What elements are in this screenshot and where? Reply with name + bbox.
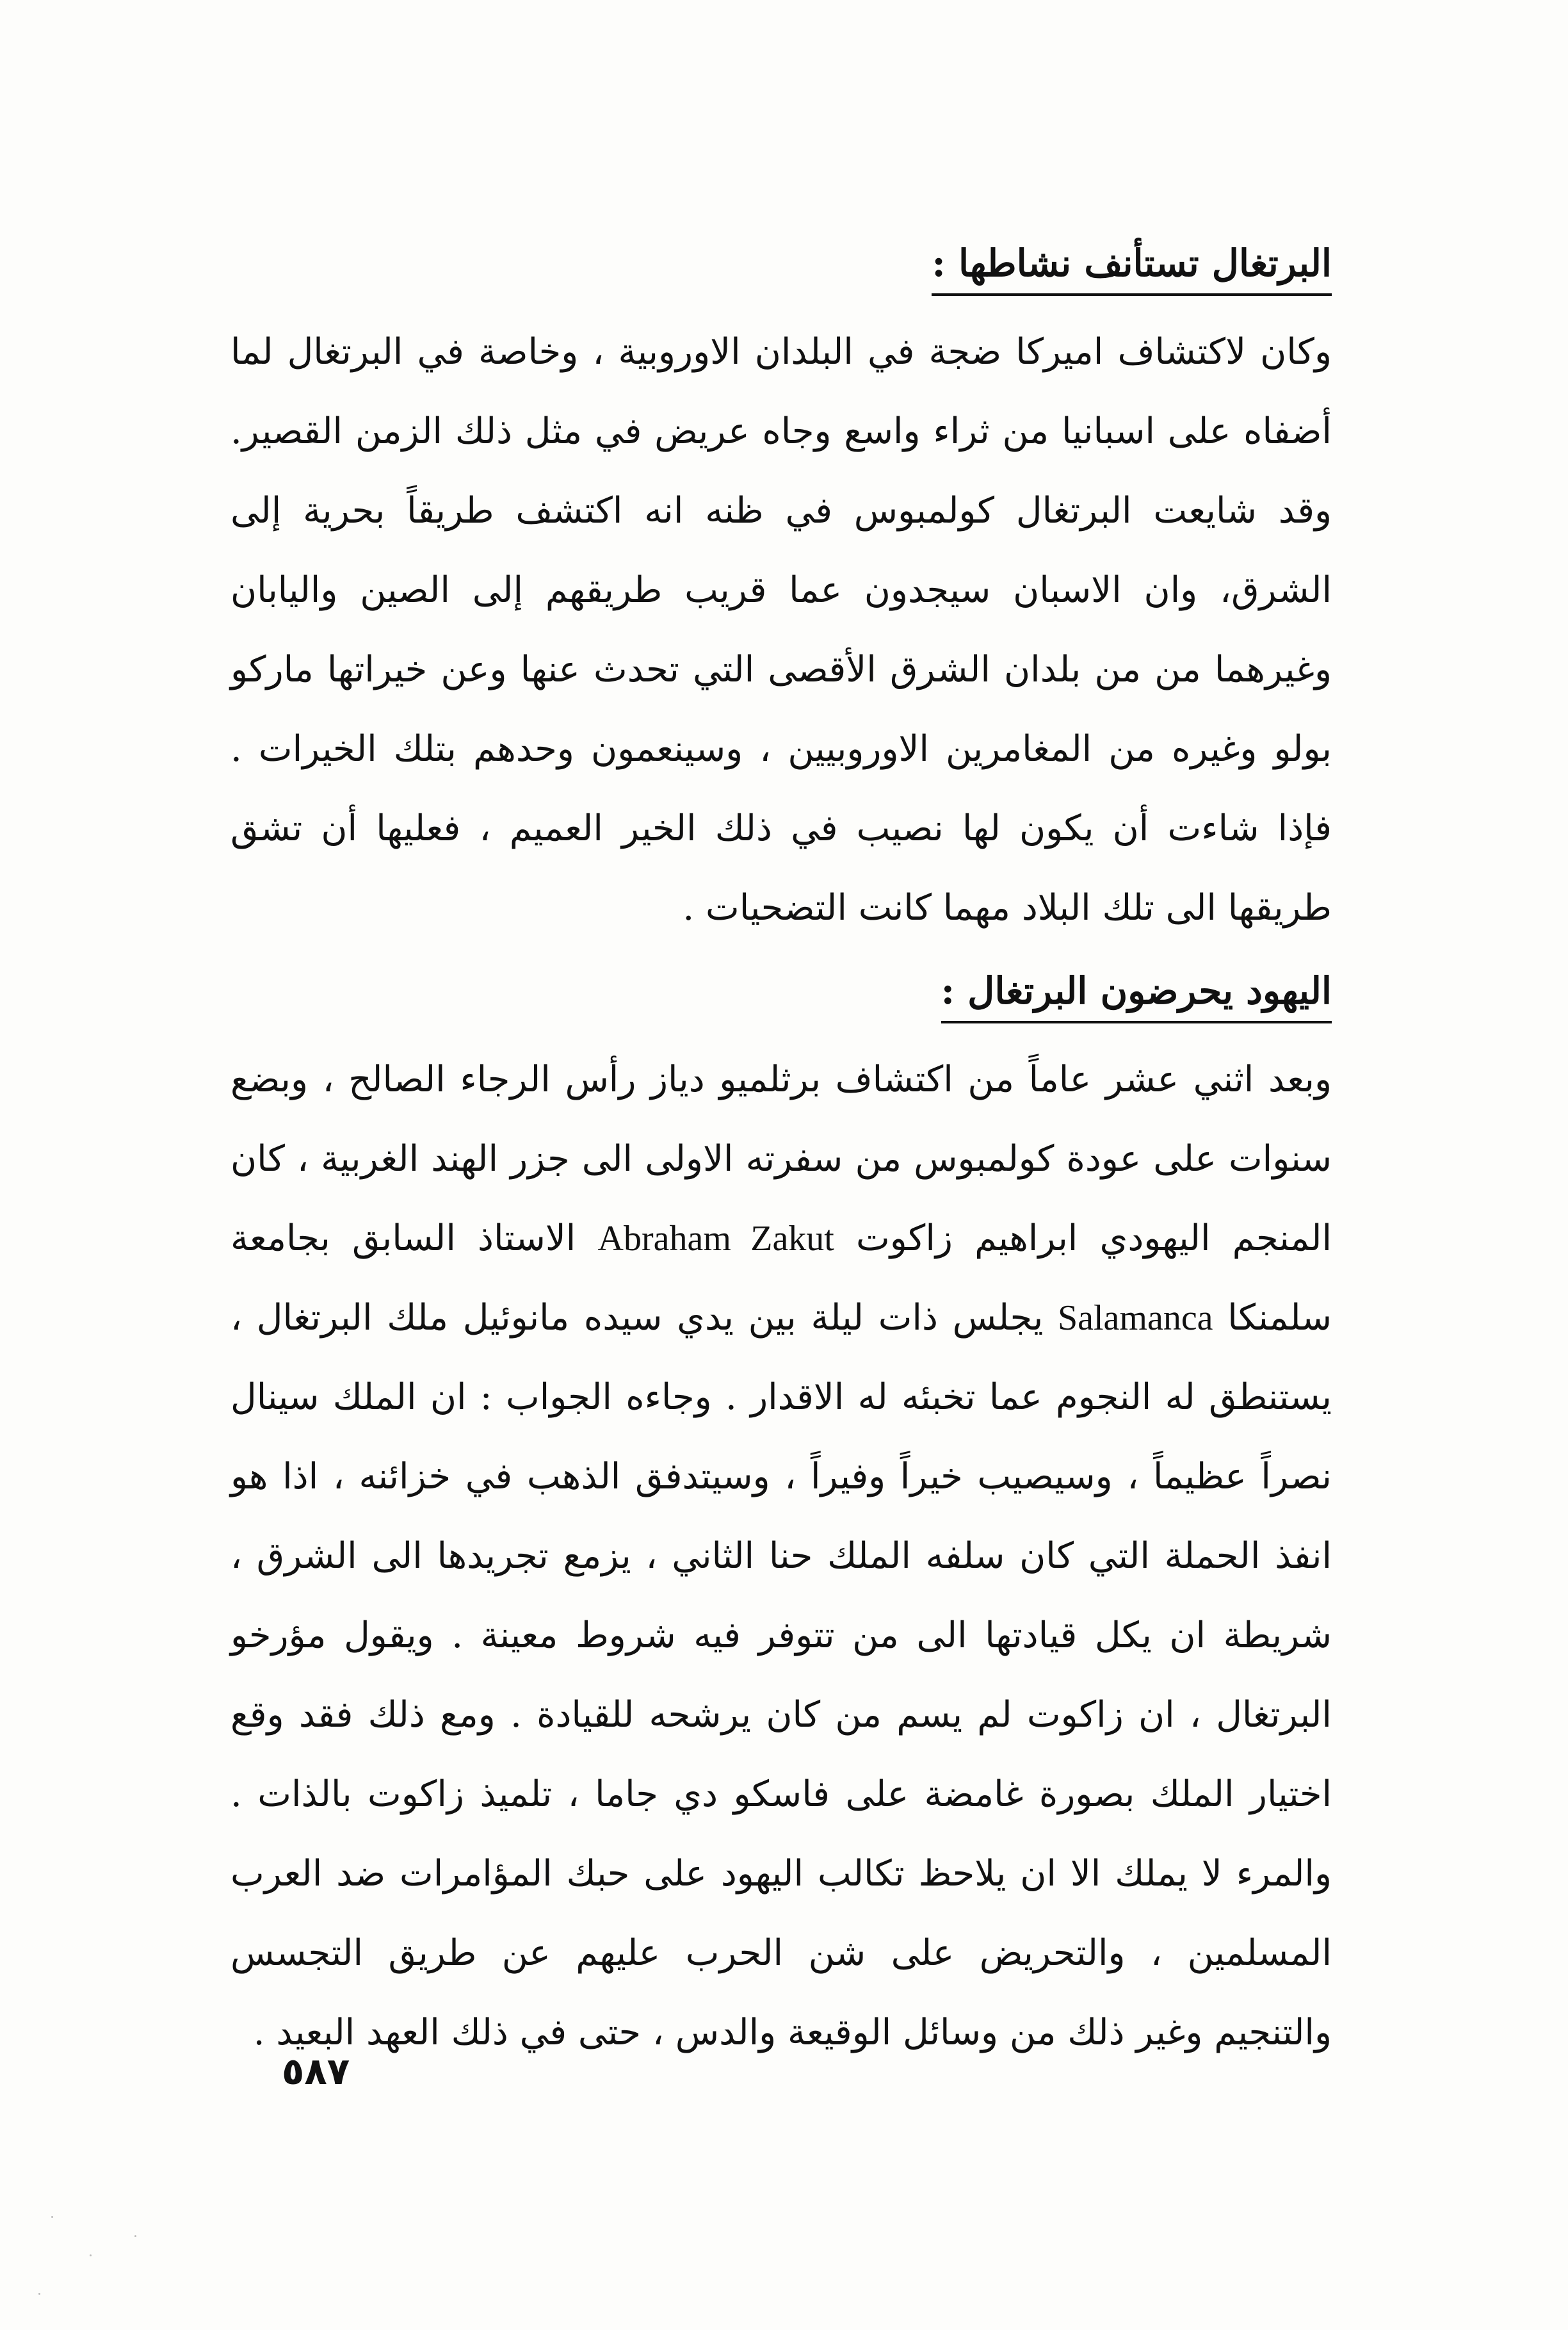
- paragraph-jews-part3: يجلس ذات ليلة بين يدي سيده مانوئيل ملك البرتغال ، يستنطق له النجوم عما تخبئه له الاقدار . وجاءه الجواب : ان الملك سينال نصراً عظيماً ، وسيصيب خيراً وفيراً ، وسيتدفق الذهب في خزائنه ، اذا هو انفذ الحملة التي كان سلفه الملك حنا الثاني ، يزمع تجريدها الى الشرق ، شريطة ان يكل قيادتها الى من تتوفر فيه شروط معينة . ويقول مؤرخو البرتغال ، ان زاكوت لم يسم من كان يرشحه للقيادة . ومع ذلك فقد وقع اختيار الملك بصورة غامضة على فاسكو دي جاما ، تلميذ زاكوت بالذات . والمرء لا يملك الا ان يلاحظ تكالب اليهود على حبك المؤامرات ضد العرب المسلمين ، والتحريض على شن الحرب عليهم عن طريق التجسس والتنجيم وغير ذلك من وسائل الوقيعة والدس ، حتى في ذلك العهد البعيد .: [230, 1296, 1332, 2053]
- paragraph-portugal: وكان لاكتشاف اميركا ضجة في البلدان الاوروبية ، وخاصة في البرتغال لما أضفاه على اسبانيا من ثراء واسع وجاه عريض في مثل ذلك الزمن القصير. وقد شايعت البرتغال كولمبوس في ظنه انه اكتشف طريقاً بحرية إلى الشرق، وان الاسبان سيجدون عما قريب طريقهم إلى الصين واليابان وغيرهما من من بلدان الشرق الأقصى التي تحدث عنها وعن خيراتها ماركو بولو وغيره من المغامرين الاوروبيين ، وسينعمون وحدهم بتلك الخيرات . فإذا شاءت أن يكون لها نصيب في ذلك الخير العميم ، فعليها أن تشق طريقها الى تلك البلاد مهما كانت التضحيات .: [230, 330, 1332, 929]
- paper-speck: [134, 2235, 136, 2237]
- paper-speck: [38, 2293, 40, 2295]
- latin-name-abraham-zakut: Abraham Zakut: [597, 1218, 834, 1259]
- page-body: [230, 243, 1332, 2073]
- paragraph-jews: [230, 1040, 1332, 2073]
- section-heading-jews: اليهود يحرضون البرتغال :: [941, 971, 1332, 1023]
- paragraph-jews-part1: وبعد اثني عشر عاماً من اكتشاف برثلميو دياز رأس الرجاء الصالح ، وبضع سنوات على عودة كولمبوس من سفرته الاولى الى جزر الهند الغربية ، كان المنجم اليهودي ابراهيم زاكوت: [230, 1058, 1332, 1259]
- paper-speck: [90, 2254, 92, 2256]
- paper-speck: [51, 2216, 53, 2218]
- page-number: ٥٨٧: [282, 2049, 350, 2093]
- section-heading-portugal: البرتغال تستأنف نشاطها :: [932, 243, 1332, 296]
- paragraph-jews-part2: الاستاذ السابق بجامعة سلمنكا: [230, 1217, 1332, 1339]
- latin-name-salamanca: Salamanca: [1058, 1298, 1213, 1338]
